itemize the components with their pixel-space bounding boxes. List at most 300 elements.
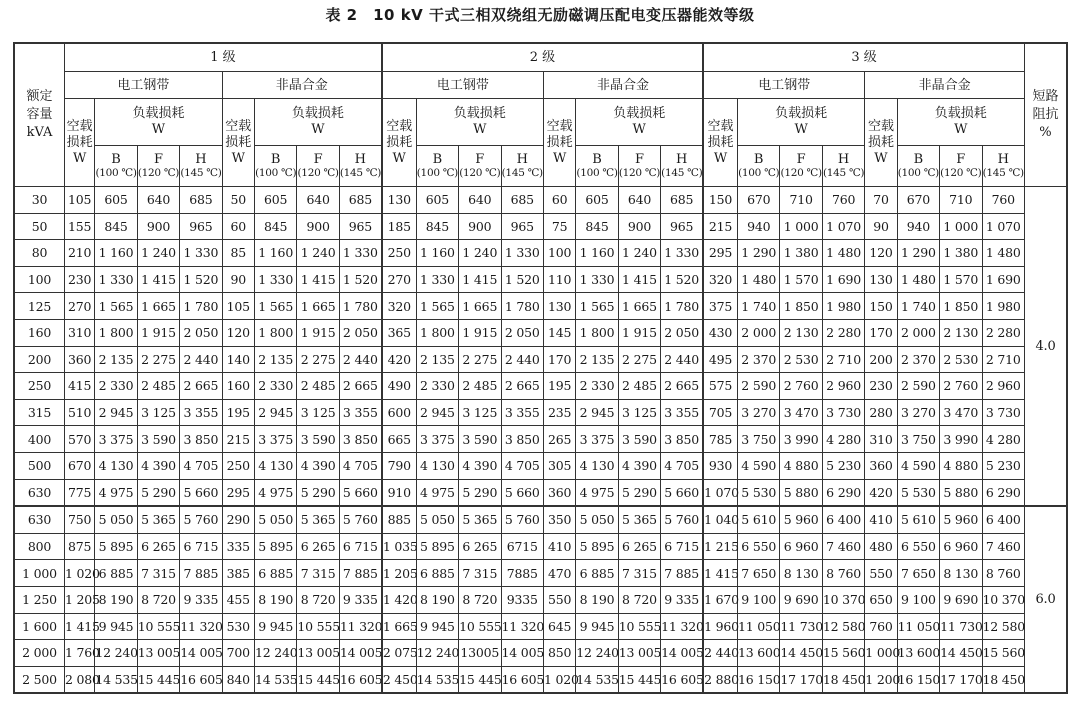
loss-value-cell: 1 000 <box>780 213 822 240</box>
loss-value-cell: 495 <box>703 346 737 373</box>
loss-value-cell: 6 265 <box>297 533 339 560</box>
loss-value-cell: 965 <box>339 213 381 240</box>
loss-value-cell: 2 050 <box>339 319 381 346</box>
loss-value-cell: 2 280 <box>982 319 1024 346</box>
loss-value-cell: 420 <box>865 479 897 506</box>
loss-value-cell: 5 365 <box>618 506 660 533</box>
loss-value-cell: 1 960 <box>703 613 737 640</box>
loss-value-cell: 420 <box>382 346 416 373</box>
loss-value-cell: 1 800 <box>254 319 296 346</box>
loss-value-cell: 1 240 <box>297 240 339 267</box>
loss-value-cell: 270 <box>65 293 95 320</box>
load-loss-header <box>897 99 1024 146</box>
loss-value-cell: 4 705 <box>339 452 381 479</box>
loss-value-cell: 16 605 <box>661 666 703 693</box>
loss-value-cell: 845 <box>95 213 137 240</box>
capacity-cell: 1 000 <box>14 560 65 587</box>
loss-value-cell: 670 <box>65 452 95 479</box>
loss-value-cell: 1 240 <box>137 240 179 267</box>
loss-value-cell: 1 915 <box>618 319 660 346</box>
loss-value-cell: 310 <box>65 319 95 346</box>
loss-value-cell: 13005 <box>459 640 501 667</box>
loss-value-cell: 965 <box>661 213 703 240</box>
loss-value-cell: 710 <box>940 187 982 214</box>
temperature-code: H <box>516 151 528 167</box>
loss-value-cell: 210 <box>65 240 95 267</box>
loss-value-cell: 415 <box>65 373 95 400</box>
loss-value-cell: 155 <box>65 213 95 240</box>
loss-value-cell: 2 050 <box>661 319 703 346</box>
loss-value-cell: 15 445 <box>137 666 179 693</box>
loss-value-cell: 2 530 <box>940 346 982 373</box>
table-row <box>14 506 1067 533</box>
loss-value-cell: 17 170 <box>940 666 982 693</box>
loss-value-cell: 3 355 <box>501 399 543 426</box>
loss-value-cell: 4 130 <box>576 452 618 479</box>
loss-value-cell: 9 100 <box>897 586 939 613</box>
loss-value-cell: 1 565 <box>254 293 296 320</box>
no-load-loss-line: 损耗 <box>707 134 734 150</box>
loss-value-cell: 14 005 <box>339 640 381 667</box>
level-header: 3 级 <box>703 43 1024 72</box>
temperature-code: F <box>313 151 323 167</box>
table-row <box>14 426 1067 453</box>
loss-value-cell: 9 335 <box>180 586 222 613</box>
material-header: 电工钢带 <box>382 72 544 99</box>
loss-value-cell: 3 355 <box>180 399 222 426</box>
loss-value-cell: 185 <box>382 213 416 240</box>
loss-value-cell: 15 560 <box>982 640 1024 667</box>
loss-value-cell: 7 315 <box>137 560 179 587</box>
loss-value-cell: 2 665 <box>180 373 222 400</box>
loss-value-cell: 5 365 <box>137 506 179 533</box>
loss-value-cell: 4 975 <box>254 479 296 506</box>
loss-value-cell: 2 665 <box>501 373 543 400</box>
loss-value-cell: 12 580 <box>982 613 1024 640</box>
loss-value-cell: 5 660 <box>180 479 222 506</box>
loss-value-cell: 360 <box>543 479 575 506</box>
temperature-class-header <box>982 146 1024 187</box>
loss-value-cell: 7885 <box>501 560 543 587</box>
loss-value-cell: 3 990 <box>780 426 822 453</box>
temperature-code: H <box>997 151 1009 167</box>
loss-value-cell: 14 005 <box>501 640 543 667</box>
load-loss-line: W <box>151 122 166 137</box>
loss-value-cell: 1 290 <box>897 240 939 267</box>
loss-value-cell: 6 550 <box>737 533 779 560</box>
temperature-class-header <box>95 146 137 187</box>
loss-value-cell: 2 275 <box>297 346 339 373</box>
temperature-class-header <box>459 146 501 187</box>
loss-value-cell: 2 710 <box>982 346 1024 373</box>
loss-value-cell: 2 075 <box>382 640 416 667</box>
loss-value-cell: 490 <box>382 373 416 400</box>
loss-value-cell: 18 450 <box>982 666 1024 693</box>
loss-value-cell: 760 <box>865 613 897 640</box>
temperature-code: F <box>475 151 485 167</box>
loss-value-cell: 60 <box>543 187 575 214</box>
loss-value-cell: 90 <box>222 266 254 293</box>
loss-value-cell: 1 520 <box>501 266 543 293</box>
loss-value-cell: 3 470 <box>780 399 822 426</box>
loss-value-cell: 875 <box>65 533 95 560</box>
loss-value-cell: 3 375 <box>95 426 137 453</box>
impedance-line: 短路 <box>1032 89 1059 104</box>
loss-value-cell: 2 130 <box>780 319 822 346</box>
loss-value-cell: 1 665 <box>297 293 339 320</box>
loss-value-cell: 9 945 <box>95 613 137 640</box>
loss-value-cell: 8 130 <box>940 560 982 587</box>
loss-value-cell: 10 555 <box>618 613 660 640</box>
loss-value-cell: 1 160 <box>95 240 137 267</box>
loss-value-cell: 1 670 <box>703 586 737 613</box>
loss-value-cell: 1 415 <box>703 560 737 587</box>
loss-value-cell: 290 <box>222 506 254 533</box>
loss-value-cell: 910 <box>382 479 416 506</box>
loss-value-cell: 850 <box>543 640 575 667</box>
loss-value-cell: 3 590 <box>297 426 339 453</box>
loss-value-cell: 1 205 <box>65 586 95 613</box>
temperature-class-header <box>576 146 618 187</box>
loss-value-cell: 4 705 <box>661 452 703 479</box>
loss-value-cell: 10 555 <box>459 613 501 640</box>
temperature-value: (120 ℃) <box>618 166 661 179</box>
loss-value-cell: 5 895 <box>254 533 296 560</box>
loss-value-cell: 4 390 <box>297 452 339 479</box>
loss-value-cell: 1 480 <box>822 240 864 267</box>
rated-capacity-line: 容量 <box>26 107 53 122</box>
table-row <box>14 640 1067 667</box>
load-loss-line: W <box>632 122 646 137</box>
loss-value-cell: 1 565 <box>416 293 458 320</box>
loss-value-cell: 2 450 <box>382 666 416 693</box>
loss-value-cell: 785 <box>703 426 737 453</box>
temperature-value: (145 ℃) <box>180 166 222 179</box>
loss-value-cell: 685 <box>661 187 703 214</box>
loss-value-cell: 650 <box>865 586 897 613</box>
temperature-code: B <box>432 151 443 167</box>
loss-value-cell: 6 715 <box>661 533 703 560</box>
loss-value-cell: 110 <box>543 266 575 293</box>
loss-value-cell: 640 <box>618 187 660 214</box>
temperature-class-header <box>501 146 543 187</box>
no-load-loss-line: W <box>713 150 728 166</box>
loss-value-cell: 7 885 <box>661 560 703 587</box>
loss-value-cell: 13 005 <box>137 640 179 667</box>
loss-value-cell: 1 240 <box>618 240 660 267</box>
table-body <box>14 187 1067 694</box>
loss-value-cell: 940 <box>737 213 779 240</box>
loss-value-cell: 1 415 <box>618 266 660 293</box>
loss-value-cell: 2 370 <box>897 346 939 373</box>
temperature-code: F <box>956 151 966 167</box>
loss-value-cell: 105 <box>222 293 254 320</box>
loss-value-cell: 11 320 <box>661 613 703 640</box>
table-row <box>14 613 1067 640</box>
temperature-value: (100 ℃) <box>416 166 458 179</box>
loss-value-cell: 4 130 <box>254 452 296 479</box>
loss-value-cell: 170 <box>543 346 575 373</box>
load-loss-line: 负载损耗 <box>934 106 987 121</box>
loss-value-cell: 3 730 <box>982 399 1024 426</box>
material-header: 电工钢带 <box>65 72 223 99</box>
temperature-value: (120 ℃) <box>780 166 822 179</box>
loss-value-cell: 8 720 <box>618 586 660 613</box>
loss-value-cell: 1 570 <box>940 266 982 293</box>
loss-value-cell: 6 885 <box>576 560 618 587</box>
capacity-cell: 2 500 <box>14 666 65 693</box>
loss-value-cell: 2 945 <box>95 399 137 426</box>
loss-value-cell: 15 445 <box>459 666 501 693</box>
loss-value-cell: 9335 <box>501 586 543 613</box>
material-header: 电工钢带 <box>703 72 865 99</box>
loss-value-cell: 130 <box>382 187 416 214</box>
loss-value-cell: 8 760 <box>822 560 864 587</box>
no-load-loss-line: 空载 <box>546 118 573 134</box>
loss-value-cell: 195 <box>222 399 254 426</box>
loss-value-cell: 4 390 <box>137 452 179 479</box>
loss-value-cell: 5 760 <box>661 506 703 533</box>
no-load-loss-line: 损耗 <box>225 134 252 150</box>
loss-value-cell: 1 415 <box>297 266 339 293</box>
loss-value-cell: 5 050 <box>416 506 458 533</box>
temperature-value: (120 ℃) <box>940 166 982 179</box>
loss-value-cell: 750 <box>65 506 95 533</box>
loss-value-cell: 5 960 <box>940 506 982 533</box>
loss-value-cell: 530 <box>222 613 254 640</box>
loss-value-cell: 2 135 <box>254 346 296 373</box>
loss-value-cell: 6 960 <box>940 533 982 560</box>
loss-value-cell: 1 040 <box>703 506 737 533</box>
loss-value-cell: 1 380 <box>940 240 982 267</box>
temperature-code: B <box>753 151 764 167</box>
loss-value-cell: 8 190 <box>254 586 296 613</box>
loss-value-cell: 1 740 <box>737 293 779 320</box>
loss-value-cell: 360 <box>865 452 897 479</box>
loss-value-cell: 710 <box>780 187 822 214</box>
loss-value-cell: 3 590 <box>137 426 179 453</box>
loss-value-cell: 11 050 <box>737 613 779 640</box>
load-loss-header <box>737 99 864 146</box>
table-row <box>14 479 1067 506</box>
rated-capacity-header <box>14 43 65 187</box>
loss-value-cell: 1 240 <box>459 240 501 267</box>
loss-value-cell: 845 <box>254 213 296 240</box>
loss-value-cell: 550 <box>543 586 575 613</box>
loss-value-cell: 8 720 <box>137 586 179 613</box>
temperature-class-header <box>254 146 296 187</box>
loss-value-cell: 7 460 <box>822 533 864 560</box>
loss-value-cell: 5 230 <box>822 452 864 479</box>
capacity-cell: 500 <box>14 452 65 479</box>
loss-value-cell: 4 705 <box>180 452 222 479</box>
loss-value-cell: 2 440 <box>703 640 737 667</box>
loss-value-cell: 2 945 <box>254 399 296 426</box>
temperature-value: (120 ℃) <box>459 166 501 179</box>
loss-value-cell: 12 240 <box>416 640 458 667</box>
temperature-class-header <box>339 146 381 187</box>
temperature-class-header <box>897 146 939 187</box>
loss-value-cell: 5 290 <box>137 479 179 506</box>
loss-value-cell: 14 535 <box>416 666 458 693</box>
loss-value-cell: 1 480 <box>897 266 939 293</box>
loss-value-cell: 3 125 <box>459 399 501 426</box>
loss-value-cell: 215 <box>703 213 737 240</box>
temperature-value: (145 ℃) <box>982 166 1024 179</box>
no-load-loss-header <box>222 99 254 187</box>
loss-value-cell: 16 150 <box>897 666 939 693</box>
loss-value-cell: 1 415 <box>137 266 179 293</box>
loss-value-cell: 4 975 <box>576 479 618 506</box>
loss-value-cell: 685 <box>339 187 381 214</box>
capacity-cell: 100 <box>14 266 65 293</box>
loss-value-cell: 10 370 <box>822 586 864 613</box>
loss-value-cell: 2 880 <box>703 666 737 693</box>
load-loss-line: 负载损耗 <box>132 106 185 121</box>
capacity-cell: 125 <box>14 293 65 320</box>
loss-value-cell: 640 <box>137 187 179 214</box>
loss-value-cell: 6 885 <box>416 560 458 587</box>
loss-value-cell: 2 665 <box>661 373 703 400</box>
loss-value-cell: 4 390 <box>459 452 501 479</box>
loss-value-cell: 3 125 <box>137 399 179 426</box>
loss-value-cell: 105 <box>65 187 95 214</box>
temperature-class-header <box>822 146 864 187</box>
temperature-code: B <box>913 151 924 167</box>
impedance-value-cell: 6.0 <box>1024 506 1067 693</box>
loss-value-cell: 2 945 <box>416 399 458 426</box>
loss-value-cell: 5 050 <box>254 506 296 533</box>
loss-value-cell: 5 050 <box>576 506 618 533</box>
no-load-loss-line: W <box>552 150 567 166</box>
loss-value-cell: 1 070 <box>703 479 737 506</box>
loss-value-cell: 1 020 <box>543 666 575 693</box>
loss-value-cell: 1 980 <box>982 293 1024 320</box>
loss-value-cell: 1 215 <box>703 533 737 560</box>
loss-value-cell: 700 <box>222 640 254 667</box>
loss-value-cell: 5 660 <box>339 479 381 506</box>
load-loss-line: W <box>311 122 325 137</box>
loss-value-cell: 1 665 <box>382 613 416 640</box>
loss-value-cell: 5 880 <box>780 479 822 506</box>
impedance-line: 阻抗 <box>1032 107 1059 122</box>
loss-value-cell: 640 <box>459 187 501 214</box>
loss-value-cell: 8 760 <box>982 560 1024 587</box>
capacity-cell: 400 <box>14 426 65 453</box>
loss-value-cell: 5 880 <box>940 479 982 506</box>
loss-value-cell: 3 990 <box>940 426 982 453</box>
temperature-class-header <box>416 146 458 187</box>
loss-value-cell: 12 240 <box>254 640 296 667</box>
table-row <box>14 373 1067 400</box>
loss-value-cell: 365 <box>382 319 416 346</box>
loss-value-cell: 480 <box>865 533 897 560</box>
material-header: 非晶合金 <box>222 72 382 99</box>
loss-value-cell: 2 000 <box>897 319 939 346</box>
loss-value-cell: 3 375 <box>576 426 618 453</box>
temperature-value: (145 ℃) <box>339 166 382 179</box>
loss-value-cell: 685 <box>180 187 222 214</box>
loss-value-cell: 320 <box>382 293 416 320</box>
loss-value-cell: 1 330 <box>416 266 458 293</box>
loss-value-cell: 1 850 <box>940 293 982 320</box>
no-load-loss-line: 损耗 <box>386 134 413 150</box>
no-load-loss-line: 空载 <box>66 118 93 134</box>
capacity-cell: 160 <box>14 319 65 346</box>
loss-value-cell: 11 320 <box>180 613 222 640</box>
load-loss-line: W <box>954 122 968 137</box>
loss-value-cell: 1 415 <box>459 266 501 293</box>
loss-value-cell: 230 <box>65 266 95 293</box>
loss-value-cell: 215 <box>222 426 254 453</box>
no-load-loss-line: W <box>231 150 245 166</box>
loss-value-cell: 4 130 <box>95 452 137 479</box>
material-header: 非晶合金 <box>543 72 703 99</box>
loss-value-cell: 2 760 <box>940 373 982 400</box>
loss-value-cell: 685 <box>501 187 543 214</box>
loss-value-cell: 4 280 <box>822 426 864 453</box>
temperature-class-header <box>661 146 703 187</box>
table-row <box>14 240 1067 267</box>
loss-value-cell: 8 190 <box>95 586 137 613</box>
loss-value-cell: 670 <box>897 187 939 214</box>
loss-value-cell: 11 050 <box>897 613 939 640</box>
loss-value-cell: 900 <box>618 213 660 240</box>
loss-value-cell: 3 590 <box>618 426 660 453</box>
loss-value-cell: 2 960 <box>982 373 1024 400</box>
table-header <box>14 43 1067 187</box>
temperature-code: H <box>675 151 688 167</box>
loss-value-cell: 2 665 <box>339 373 381 400</box>
loss-value-cell: 350 <box>543 506 575 533</box>
loss-value-cell: 5 610 <box>897 506 939 533</box>
loss-value-cell: 2 440 <box>339 346 381 373</box>
loss-value-cell: 160 <box>222 373 254 400</box>
loss-value-cell: 7 650 <box>897 560 939 587</box>
loss-value-cell: 100 <box>543 240 575 267</box>
impedance-header <box>1024 43 1067 187</box>
loss-value-cell: 250 <box>222 452 254 479</box>
loss-value-cell: 1 915 <box>137 319 179 346</box>
loss-value-cell: 14 535 <box>254 666 296 693</box>
no-load-loss-header <box>543 99 575 187</box>
loss-value-cell: 8 190 <box>576 586 618 613</box>
loss-value-cell: 1 800 <box>416 319 458 346</box>
loss-value-cell: 2 440 <box>501 346 543 373</box>
loss-value-cell: 2 590 <box>897 373 939 400</box>
temperature-value: (145 ℃) <box>822 166 865 179</box>
loss-value-cell: 1 760 <box>65 640 95 667</box>
loss-value-cell: 1 160 <box>254 240 296 267</box>
loss-value-cell: 550 <box>865 560 897 587</box>
loss-value-cell: 5 610 <box>737 506 779 533</box>
loss-value-cell: 6 265 <box>137 533 179 560</box>
loss-value-cell: 6 400 <box>982 506 1024 533</box>
loss-value-cell: 10 555 <box>137 613 179 640</box>
table-row <box>14 187 1067 214</box>
loss-value-cell: 3 750 <box>737 426 779 453</box>
loss-value-cell: 5 230 <box>982 452 1024 479</box>
loss-value-cell: 8 720 <box>459 586 501 613</box>
loss-value-cell: 7 885 <box>339 560 381 587</box>
loss-value-cell: 11 320 <box>501 613 543 640</box>
loss-value-cell: 3 375 <box>254 426 296 453</box>
loss-value-cell: 14 005 <box>180 640 222 667</box>
temperature-code: H <box>195 151 207 167</box>
loss-value-cell: 1 380 <box>780 240 822 267</box>
temperature-code: H <box>837 151 850 167</box>
loss-value-cell: 760 <box>982 187 1024 214</box>
